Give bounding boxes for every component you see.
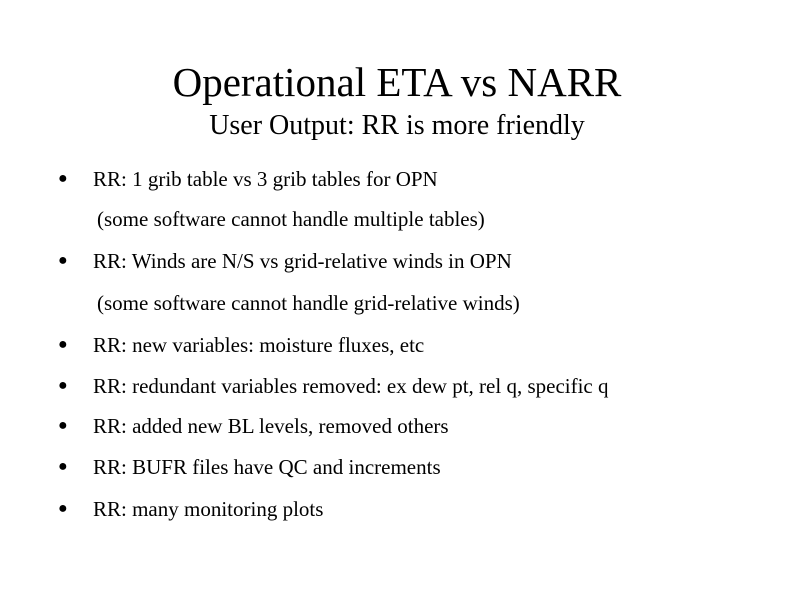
- bullet-item-4: [0, 371, 794, 401]
- bullet-icon: ●: [58, 336, 68, 353]
- bullet-item-2: [0, 246, 794, 276]
- bullet-item-6: [0, 452, 794, 482]
- bullet-icon: ●: [58, 252, 68, 269]
- slide-subtitle: User Output: RR is more friendly: [209, 110, 585, 141]
- bullet-text: RR: BUFR files have QC and increments: [93, 455, 441, 479]
- bullet-text: RR: many monitoring plots: [93, 497, 324, 521]
- bullet-icon: ●: [58, 417, 68, 434]
- bullet-icon: ●: [58, 500, 68, 517]
- bullet-icon: ●: [58, 458, 68, 475]
- bullet-item-7: [0, 494, 794, 524]
- bullet-note-2: (some software cannot handle grid-relative winds): [97, 291, 520, 315]
- bullet-item-1: [0, 164, 794, 194]
- slide-title: Operational ETA vs NARR: [172, 59, 622, 105]
- bullet-text: RR: added new BL levels, removed others: [93, 414, 449, 438]
- bullet-text: RR: new variables: moisture fluxes, etc: [93, 333, 425, 357]
- bullet-note-1: (some software cannot handle multiple tables): [97, 207, 485, 231]
- bullet-text: RR: 1 grib table vs 3 grib tables for OPN: [93, 167, 438, 191]
- bullet-icon: ●: [58, 170, 68, 187]
- bullet-text: RR: redundant variables removed: ex dew pt, rel q, specific q: [93, 374, 609, 398]
- bullet-icon: ●: [58, 377, 68, 394]
- bullet-item-3: [0, 330, 794, 360]
- bullet-item-5: [0, 411, 794, 441]
- bullet-text: RR: Winds are N/S vs grid-relative winds in OPN: [93, 249, 512, 273]
